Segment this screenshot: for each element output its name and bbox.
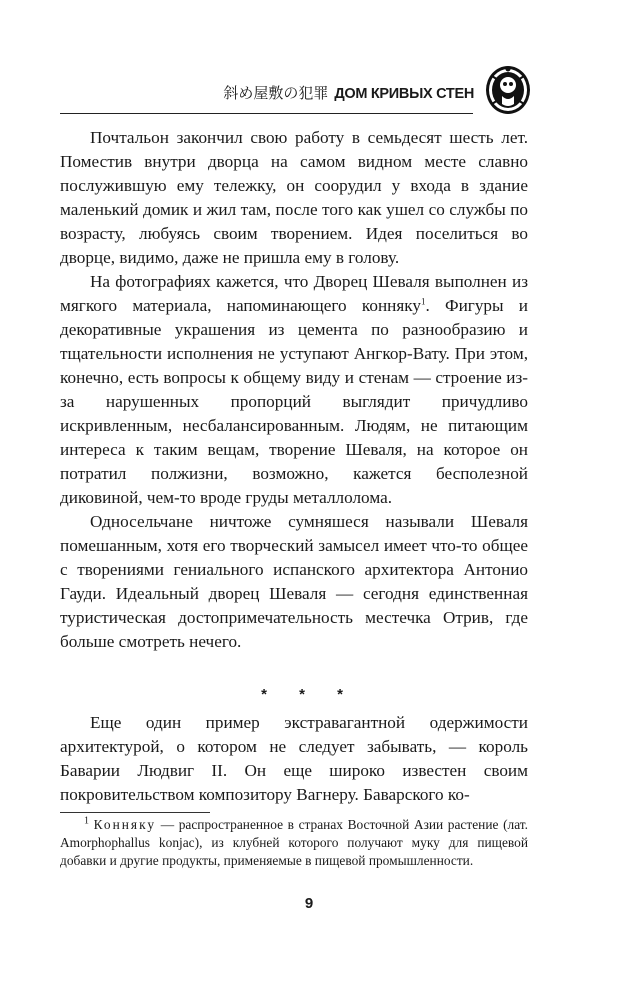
paragraph-3: Односельчане ничтоже сумняшеся называли Шеваля помешанным, хотя его творческий замысел имеет что-то общее с творениями гениального испанского архитектора Антонио Гауди. Идеальный дворец Шеваля — сегодня единственная туристическая достопримечательность местечка Отрив, где больше смотреть нечего. bbox=[60, 512, 528, 651]
main-text bbox=[60, 126, 528, 654]
paragraph-4: Еще один пример экстравагантной одержимости архитектурой, о котором не следует забывать, — король Баварии Людвиг II. Он еще широко известен своим покровительством композитору Вагнеру. Баварского ко- bbox=[60, 713, 528, 804]
page-number: 9 bbox=[304, 895, 314, 912]
paragraph-2 bbox=[60, 270, 528, 510]
paragraph-2-rest: . Фигуры и декоративные украшения из цемента по разнообразию и тщательности исполнения не уступают Ангкор-Вату. При этом, конечно, есть вопросы к общему виду и стенам — строение из-за нарушенных пропорций выглядит причудливо искривленным, несбалансированным. Людям, не питающим интереса к таким вещам, творение Шеваля, на которое он потратил полжизни, возможно, кажется бесполезной диковиной, чем-то вроде груды металлолома. bbox=[60, 296, 528, 507]
header-title-russian: ДОМ КРИВЫХ СТЕН bbox=[334, 86, 474, 102]
footnote-rule bbox=[60, 812, 210, 813]
footnote-reference: 1 bbox=[420, 296, 426, 307]
series-emblem-icon bbox=[484, 64, 532, 116]
footnote bbox=[60, 816, 528, 870]
section-separator: * * * bbox=[261, 686, 357, 703]
header-rule bbox=[60, 113, 473, 114]
footnote-number: 1 bbox=[84, 815, 89, 827]
paragraph-1: Почтальон закончил свою работу в семьдесят шесть лет. Поместив внутри дворца на самом видном месте славно послужившую ему тележку, он соорудил у входа в здание маленький домик и жил там, после того как ушел со службы по возрасту, любуясь своим творением. Идея поселиться во дворце, видимо, даже не пришла ему в голову. bbox=[60, 128, 528, 267]
paragraph-2-start: На фотографиях кажется, что Дворец Шеваля выполнен из мягкого материала, напоминающего конняку bbox=[60, 272, 528, 315]
footnote-text: — распространенное в странах Восточной Азии растение (лат. Amorphophallus konjac), из клубней которого получают муку для пищевой добавки и другие продукты, применяемые в пищевой промышленности. bbox=[60, 817, 528, 868]
main-text-continued bbox=[60, 711, 528, 807]
running-header bbox=[0, 82, 474, 112]
header-title-japanese: 斜め屋敷の犯罪 bbox=[223, 84, 329, 102]
footnote-term: Конняку bbox=[93, 817, 157, 832]
